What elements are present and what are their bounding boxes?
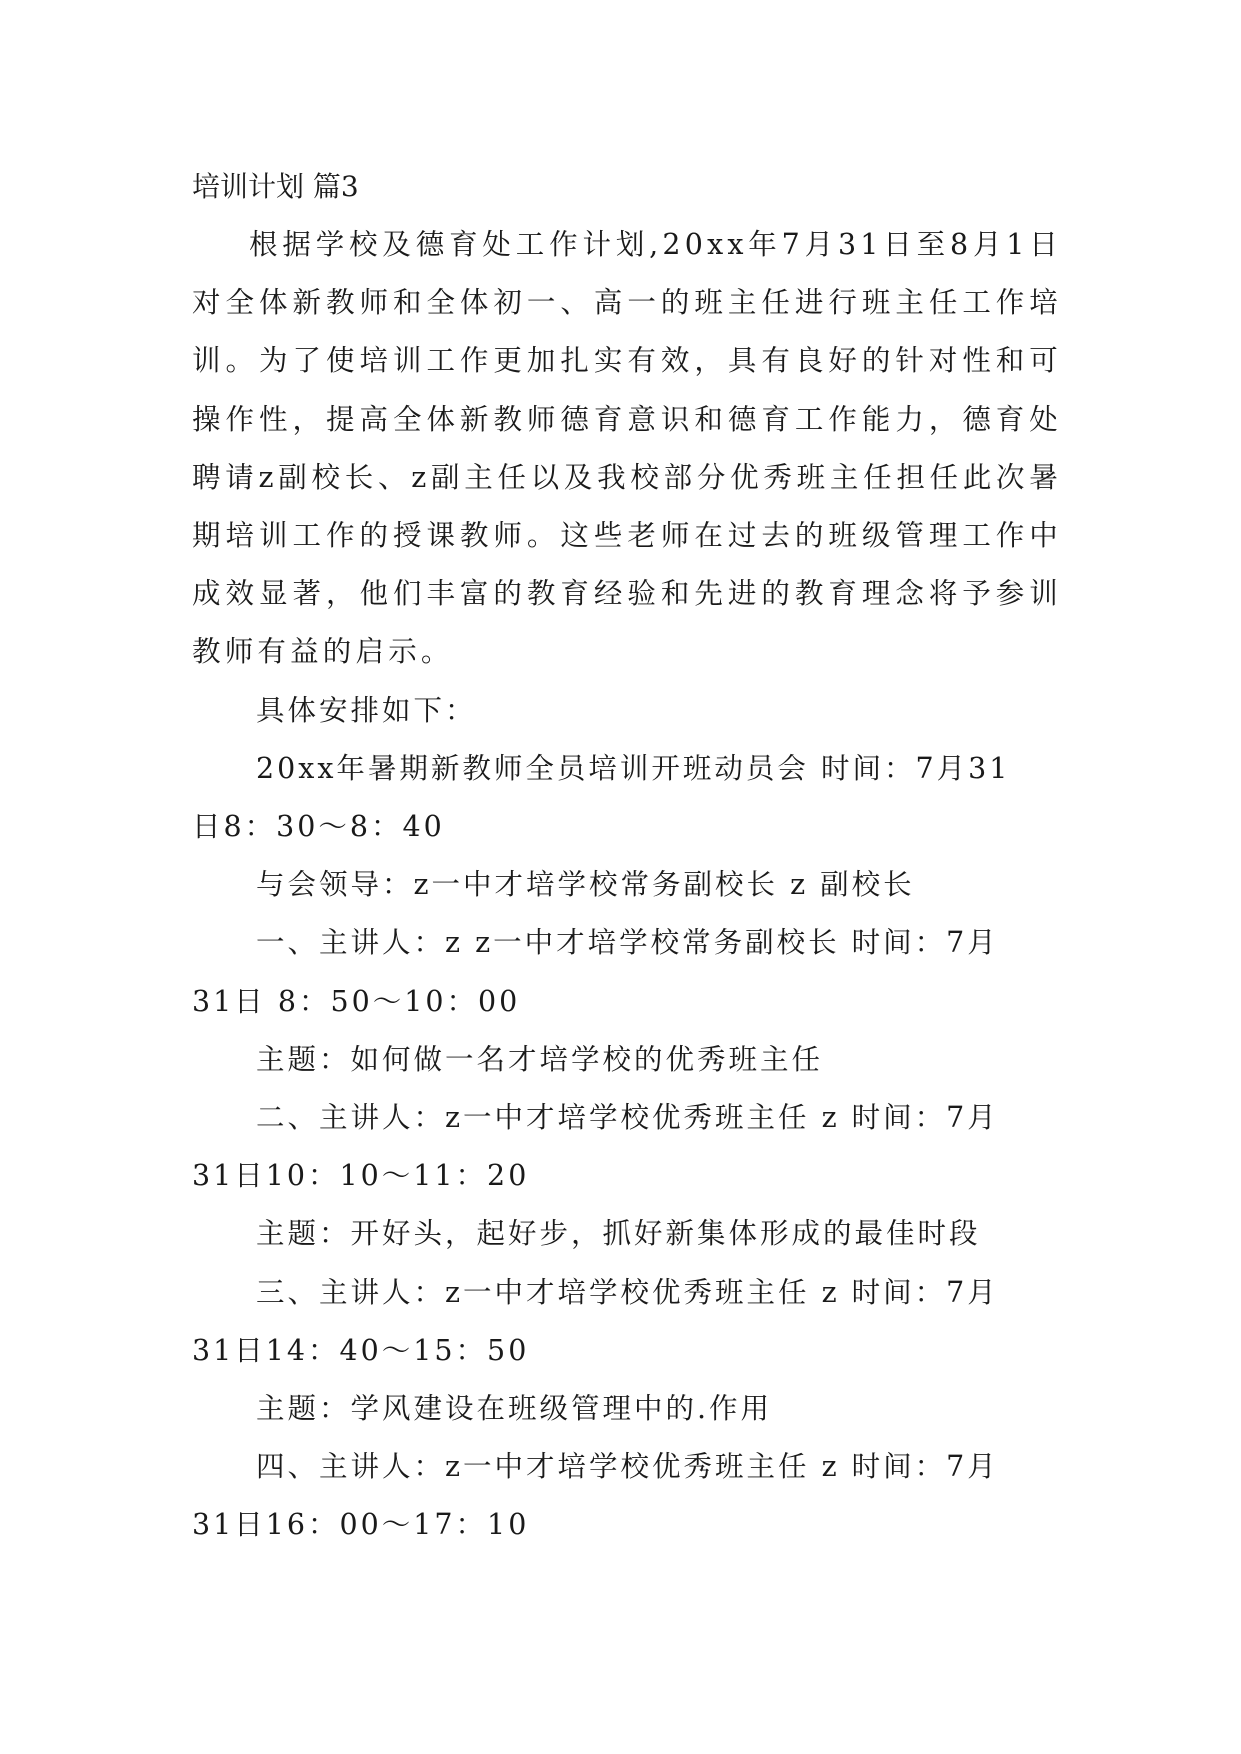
session-4-speaker: 四、主讲人：z一中才培学校优秀班主任 z 时间：7月 [256,1450,999,1484]
session-3-topic: 主题：学风建设在班级管理中的.作用 [256,1392,773,1426]
session-1-topic: 主题：如何做一名才培学校的优秀班主任 [256,1042,824,1076]
document-title: 培训计划 篇3 [192,170,359,203]
arrangement-heading: 具体安排如下： [256,693,477,727]
session-3-time: 31日14：40～15：50 [192,1333,530,1367]
session-2-speaker: 二、主讲人：z一中才培学校优秀班主任 z 时间：7月 [256,1101,999,1135]
intro-paragraph: 根据学校及德育处工作计划,20xx年7月31日至8月1日对全体新教师和全体初一、高一的班主任进行班主任工作培训。为了使培训工作更加扎实有效，具有良好的针对性和可操作性，提高全体新教师德育意识和德育工作能力，德育处聘请z副校长、z副主任以及我校部分优秀班主任担任此次暑期培训工作的授课教师。这些老师在过去的班级管理工作中成效显著，他们丰富的教育经验和先进的教育理念将予参训教师有益的启示。 [192,228,1062,669]
opening-meeting-line: 20xx年暑期新教师全员培训开班动员会 时间：7月31 [256,751,1011,785]
session-3-speaker: 三、主讲人：z一中才培学校优秀班主任 z 时间：7月 [256,1275,999,1309]
session-1-speaker: 一、主讲人：z z一中才培学校常务副校长 时间：7月 [256,926,999,960]
attending-leaders: 与会领导：z一中才培学校常务副校长 z 副校长 [256,868,915,902]
session-1-time: 31日 8：50～10：00 [192,984,521,1018]
session-2-topic: 主题：开好头，起好步，抓好新集体形成的最佳时段 [256,1217,981,1251]
session-2-time: 31日10：10～11：20 [192,1159,530,1193]
document-body [192,158,1062,1555]
opening-meeting-time: 日8：30～8：40 [192,810,445,844]
session-4-time: 31日16：00～17：10 [192,1508,530,1542]
